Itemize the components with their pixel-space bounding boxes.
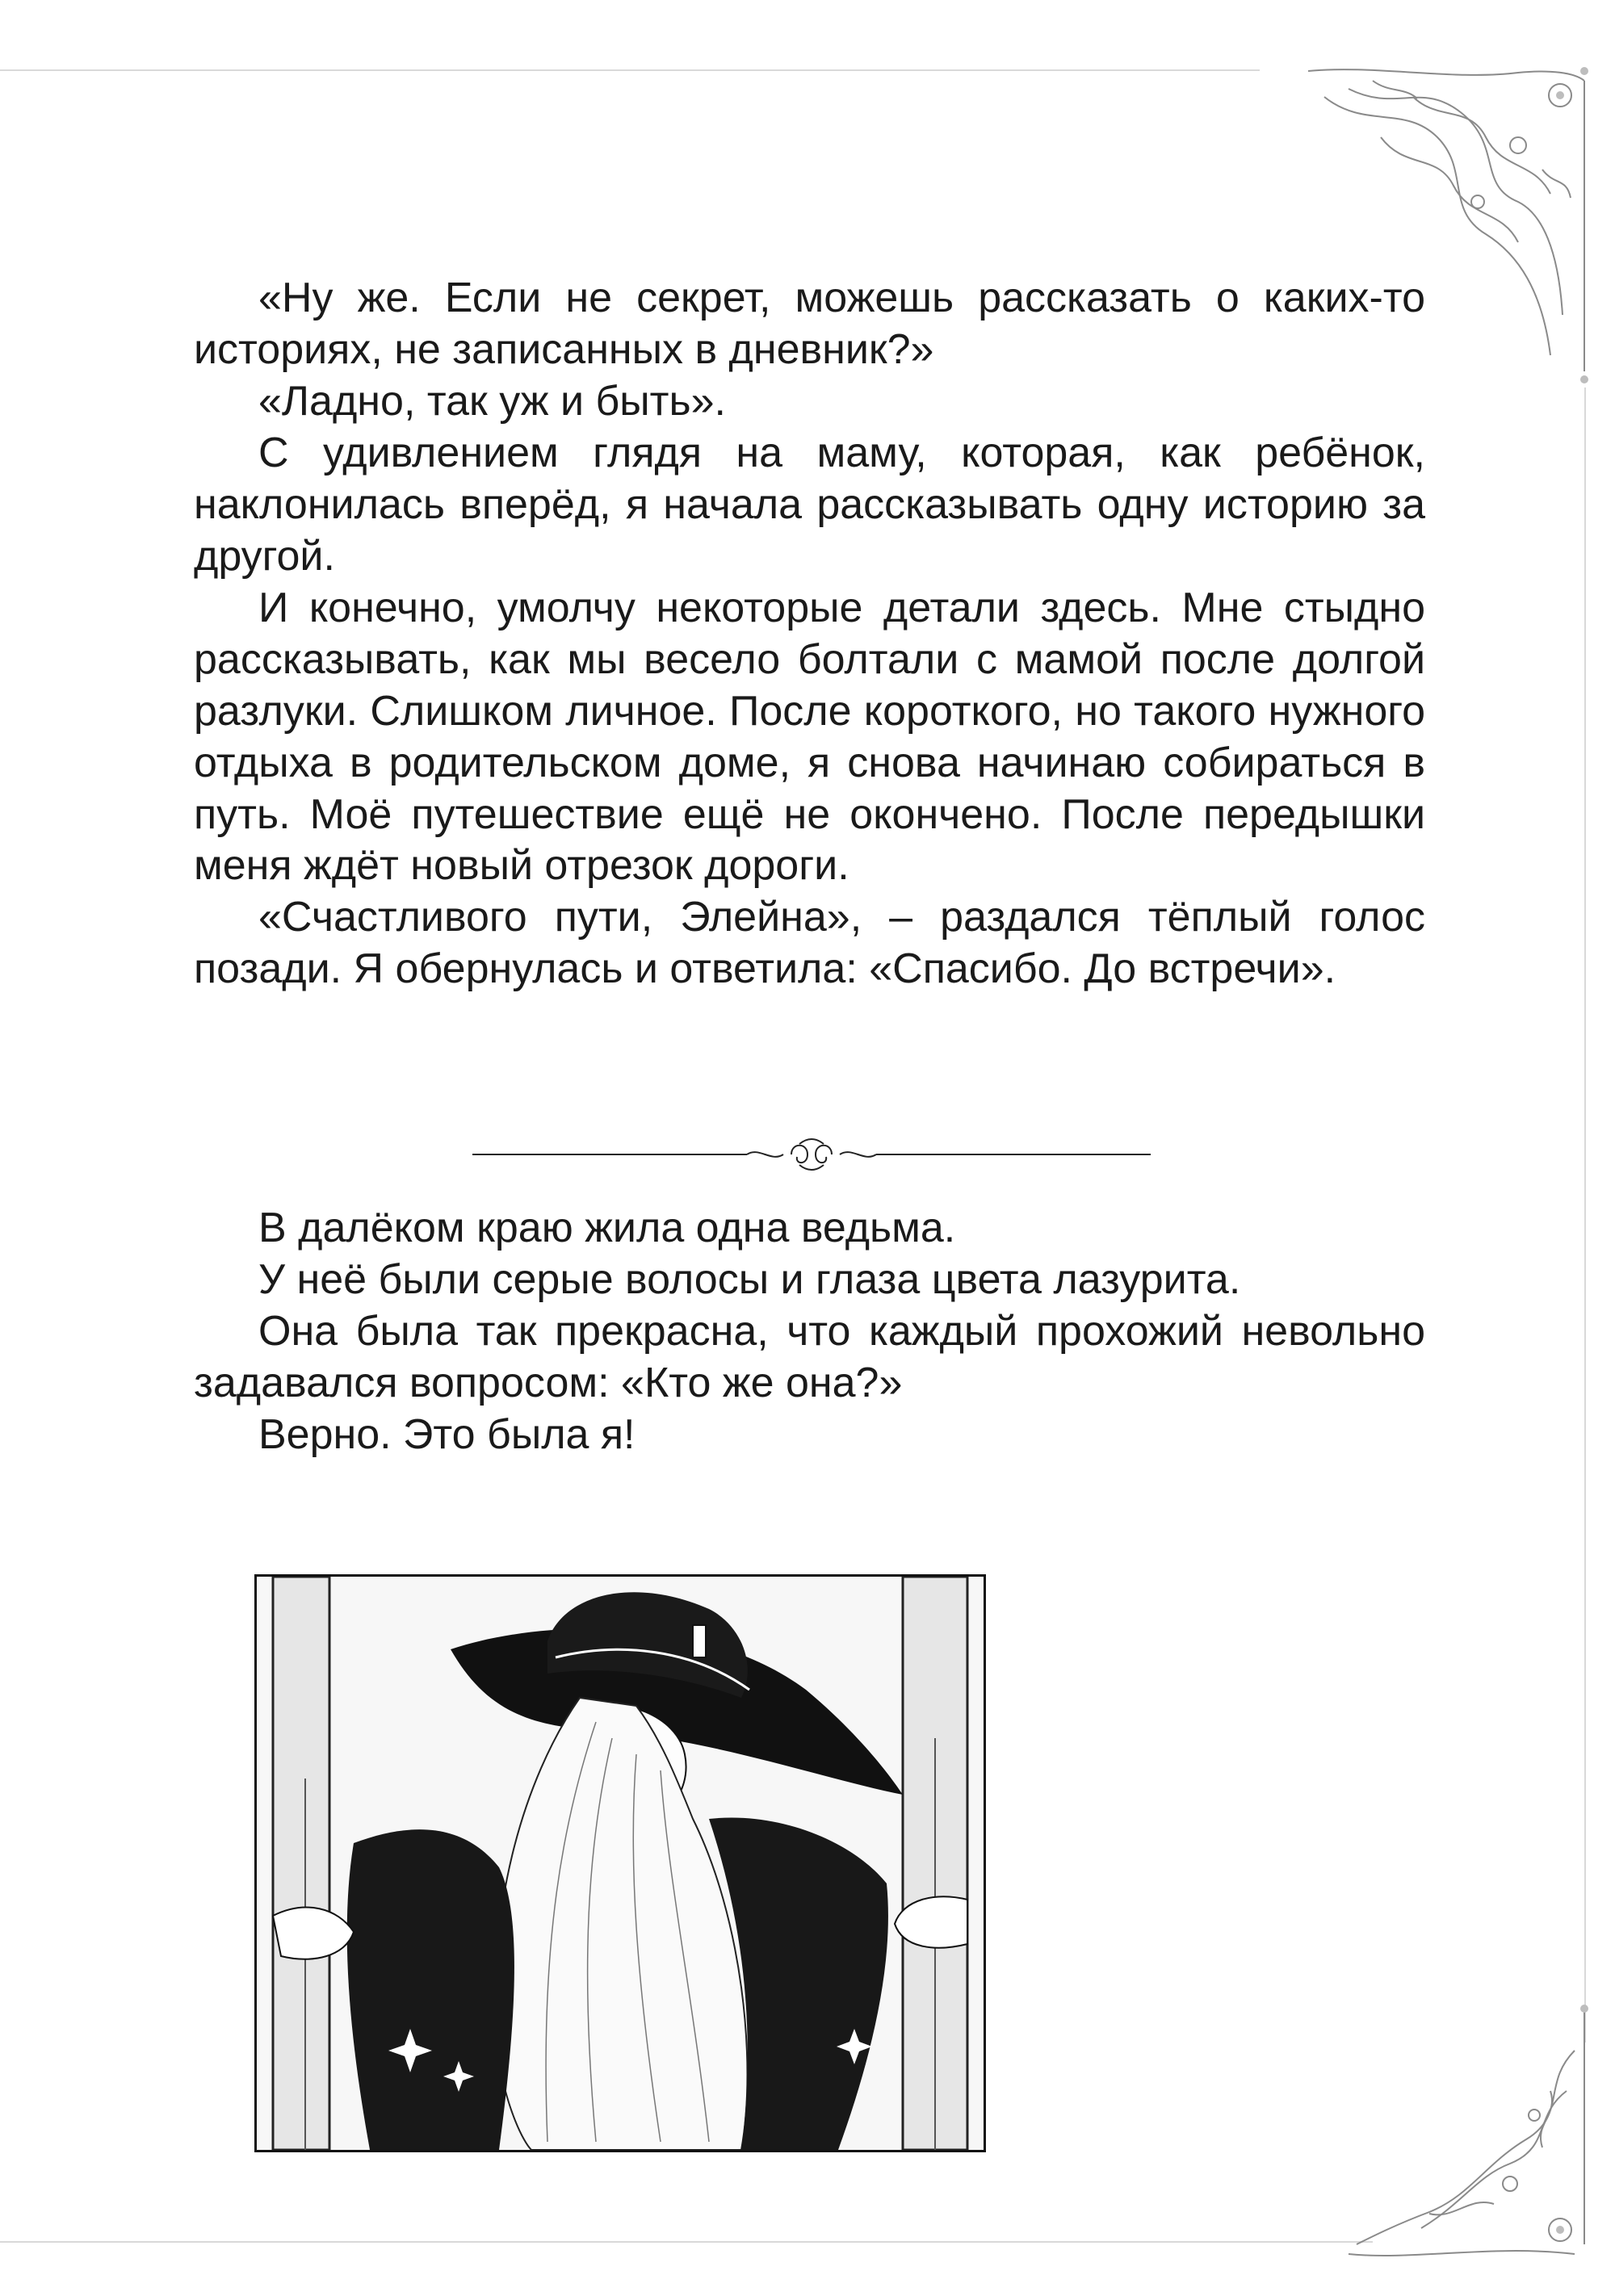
paragraph: В далёком краю жила одна ведьма. [258, 1205, 956, 1251]
paragraph: Верно. Это была я! [258, 1410, 636, 1458]
witch-in-hat-icon [257, 1577, 984, 2150]
paragraph: У неё были серые волосы и глаза цвета лазурита. [258, 1255, 1241, 1303]
paragraph: «Ну же. Если не секрет, можешь рассказать о каких-то историях, не записанных в дневник?» [194, 274, 1425, 373]
frame-line-bottom [0, 2241, 1373, 2243]
paragraph: «Счастливого пути, Элейна», – раздался тёплый голос позади. Я обернулась и ответила: «Спасибо. До встречи». [194, 894, 1425, 993]
paragraph: И конечно, умолчу некоторые детали здесь. Мне стыдно рассказывать, как мы весело болтали с мамой после долгой разлуки. Слишком личное. После короткого, но такого нужного отдыха в родительском доме, я снова начинаю собираться в путь. Моё путешествие ещё не окончено. После передышки меня ждёт новый отрезок дороги. [194, 584, 1425, 890]
text-section-2 [194, 1203, 1425, 1461]
text-section-1 [194, 273, 1425, 995]
paragraph: Она была так прекрасна, что каждый прохожий невольно задавался вопросом: «Кто же она?» [194, 1307, 1425, 1406]
witch-illustration [254, 1574, 986, 2152]
scroll-divider-icon [472, 1134, 1151, 1175]
frame-line-top [0, 69, 1260, 71]
frame-line-right [1584, 388, 1586, 2043]
paragraph: С удивлением глядя на маму, которая, как ребёнок, наклонилась вперёд, я начала рассказывать одну историю за другой. [194, 429, 1425, 580]
paragraph: «Ладно, так уж и быть». [258, 377, 726, 425]
ornate-corner-bottom-right [1332, 2002, 1599, 2277]
